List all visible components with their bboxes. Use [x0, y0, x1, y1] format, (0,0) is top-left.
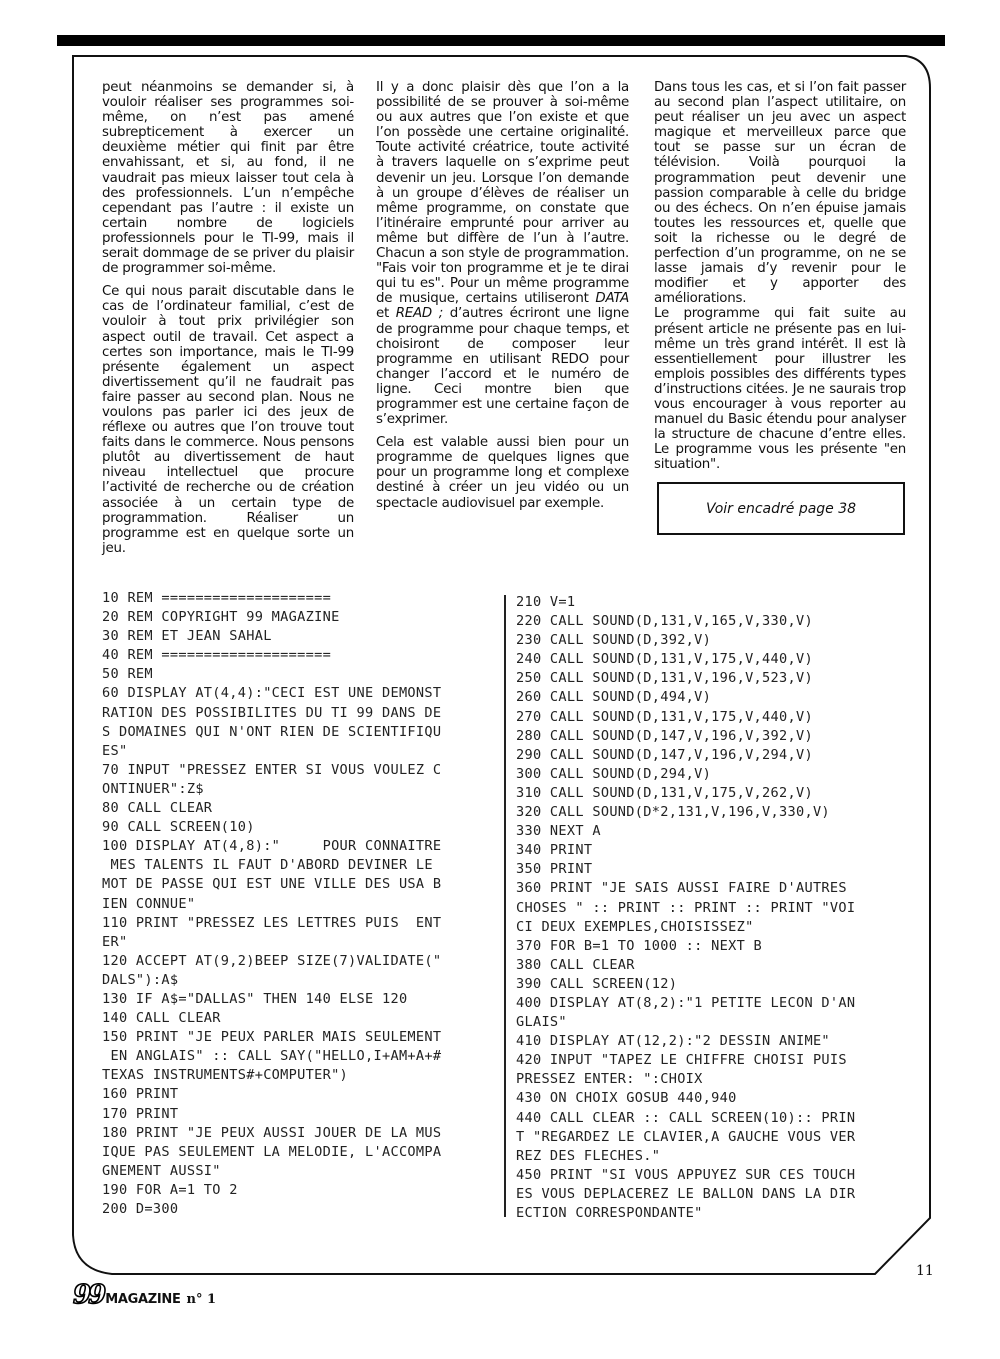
code-line: 410 DISPLAY AT(12,2):"2 DESSIN ANIME"	[516, 1033, 830, 1050]
article-paragraph: Le programme qui fait suite au présent article ne présente pas en lui-même un très grand intérêt. Il est là essentiellement pour illustrer les emplois possibles des différents types d’instructions citées. Je ne saurais trop vous encourager à vous reporter au manuel du Basic étendu pour analyser la structure de chacune d’entre elles. Le programme vous les présente "en situation".	[654, 306, 906, 473]
issue-number: n° 1	[186, 1292, 217, 1307]
code-line: S DOMAINES QUI N'ONT RIEN DE SCIENTIFIQU	[102, 723, 442, 740]
code-line: 280 CALL SOUND(D,147,V,196,V,392,V)	[516, 727, 813, 744]
reference-box	[657, 482, 905, 535]
code-line: PRESSEZ ENTER: ":CHOIX	[516, 1071, 703, 1088]
code-line: 120 ACCEPT AT(9,2)BEEP SIZE(7)VALIDATE("	[102, 952, 442, 969]
code-line: EN ANGLAIS" :: CALL SAY("HELLO,I+AM+A+#	[102, 1048, 442, 1065]
code-line: 190 FOR A=1 TO 2	[102, 1181, 238, 1198]
code-line: DALS"):A$	[102, 971, 179, 988]
code-line: 40 REM ====================	[102, 647, 332, 664]
code-line: TEXAS INSTRUMENTS#+COMPUTER")	[102, 1067, 349, 1084]
code-line: 430 ON CHOIX GOSUB 440,940	[516, 1090, 737, 1107]
logo-number: 99	[73, 1280, 104, 1310]
code-line: CHOSES " :: PRINT :: PRINT :: PRINT "VOI	[516, 899, 856, 916]
code-line: 250 CALL SOUND(D,131,V,196,V,523,V)	[516, 670, 813, 687]
code-line: 390 CALL SCREEN(12)	[516, 975, 678, 992]
code-line: 80 CALL CLEAR	[102, 800, 213, 817]
code-line: RATION DES POSSIBILITES DU TI 99 DANS DE	[102, 704, 442, 721]
article-column-3	[654, 80, 906, 480]
code-line: CI DEUX EXEMPLES,CHOISISSEZ"	[516, 918, 754, 935]
code-line: 20 REM COPYRIGHT 99 MAGAZINE	[102, 609, 340, 626]
code-line: 350 PRINT	[516, 861, 593, 878]
logo-text: MAGAZINE	[105, 1292, 181, 1307]
code-line: 100 DISPLAY AT(4,8):" POUR CONNAITRE	[102, 838, 442, 855]
code-listing-left	[102, 589, 441, 1219]
code-line: 340 PRINT	[516, 842, 593, 859]
article-column-2	[376, 80, 629, 519]
code-line: 130 IF A$="DALLAS" THEN 140 ELSE 120	[102, 990, 408, 1007]
code-line: REZ DES FLECHES."	[516, 1147, 661, 1164]
code-line: 30 REM ET JEAN SAHAL	[102, 628, 272, 645]
code-line: 290 CALL SOUND(D,147,V,196,V,294,V)	[516, 746, 813, 763]
code-listing-right	[516, 593, 855, 1223]
code-line: 60 DISPLAY AT(4,4):"CECI EST UNE DEMONST	[102, 685, 442, 702]
code-line: 400 DISPLAY AT(8,2):"1 PETITE LECON D'AN	[516, 994, 856, 1011]
code-line: 180 PRINT "JE PEUX AUSSI JOUER DE LA MUS	[102, 1124, 442, 1141]
code-line: IQUE PAS SEULEMENT LA MELODIE, L'ACCOMPA	[102, 1143, 442, 1160]
text-run: et	[376, 306, 396, 322]
code-line: MOT DE PASSE QUI EST UNE VILLE DES USA B	[102, 876, 442, 893]
listing-divider	[504, 595, 506, 1217]
code-line: IEN CONNUE"	[102, 895, 196, 912]
code-line: ECTION CORRESPONDANTE"	[516, 1205, 703, 1221]
code-line: 260 CALL SOUND(D,494,V)	[516, 689, 712, 706]
code-line: 90 CALL SCREEN(10)	[102, 819, 255, 836]
code-line: 170 PRINT	[102, 1105, 179, 1122]
text-run: d’autres écriront une ligne de programme pour chaque temps, et choisiront de composer leur programme en utilisant REDO pour changer l’accord et le numéro de ligne. Ceci montre bien que programmer est une certaine façon de s’exprimer.	[376, 306, 630, 428]
code-line: 370 FOR B=1 TO 1000 :: NEXT B	[516, 937, 763, 954]
article-paragraph: Ce qui nous parait discutable dans le cas de l’ordinateur familial, c’est de vouloir à tout prix privilégier son aspect outil de travail. Cet aspect a certes son importance, mais le TI-99 présente également un aspect divertissement qu’il ne faudrait pas faire passer au second plan. Nous ne voulons pas parler ici des jeux de réflexe ou autres que l’on trouve tout faits dans le commerce. Nous pensons plutôt au divertissement de haut niveau intellectuel que procure l’activité de recherche ou de création associée à un certain type de programmation. Réaliser un programme est en quelque sorte un jeu.	[102, 284, 354, 556]
code-line: 220 CALL SOUND(D,131,V,165,V,330,V)	[516, 613, 813, 630]
code-line: 300 CALL SOUND(D,294,V)	[516, 765, 712, 782]
code-line: 450 PRINT "SI VOUS APPUYEZ SUR CES TOUCH	[516, 1166, 856, 1183]
code-line: 440 CALL CLEAR :: CALL SCREEN(10):: PRIN	[516, 1109, 856, 1126]
text-run: Il y a donc plaisir dès que l’on a la possibilité de se prouver à soi-même ou aux autres que l’on existe et que l’on possède une certaine originalité. Toute activité créatrice, toute activité à travers laquelle on s’exprime peut devenir un jeu. Lorsque l’on demande à un groupe d’élèves de réaliser un même programme, on constate que l’itinéraire emprunté pour arriver au même but diffère de l’un à l’autre. Chacun a son style de programmation. "Fais voir ton programme et je te dirai qui tu es". Pour un même programme de musique, certains utiliseront	[376, 80, 629, 307]
code-line: 420 INPUT "TAPEZ LE CHIFFRE CHOISI PUIS	[516, 1052, 847, 1069]
reference-text: Voir encadré page 38	[705, 500, 857, 517]
code-line: 380 CALL CLEAR	[516, 956, 635, 973]
code-line: MES TALENTS IL FAUT D'ABORD DEVINER LE	[102, 857, 433, 874]
magazine-logo	[73, 1280, 216, 1310]
code-line: ONTINUER":Z$	[102, 780, 204, 797]
code-line: 360 PRINT "JE SAIS AUSSI FAIRE D'AUTRES	[516, 880, 847, 897]
article-paragraph: Dans tous les cas, et si l’on fait passer au second plan l’aspect utilitaire, on peut réaliser un jeu avec un aspect magique et merveilleux parce que tout se passe sur un écran de télévision. Voilà pourquoi la programmation peut devenir une passion comparable à celle du bridge ou des échecs. On n’en épuise jamais toutes les ressources et, quelle que soit la richesse ou le degré de perfection d’un programme, on ne se lasse jamais d’y revenir pour le modifier et y apporter des améliorations.	[654, 80, 906, 307]
code-line: ER"	[102, 933, 128, 950]
code-line: 50 REM	[102, 666, 153, 683]
code-line: 200 D=300	[102, 1201, 179, 1217]
article-paragraph	[376, 80, 629, 427]
article-column-1	[102, 80, 354, 564]
code-line: T "REGARDEZ LE CLAVIER,A GAUCHE VOUS VER	[516, 1128, 856, 1145]
code-line: 10 REM ====================	[102, 590, 332, 606]
code-line: 140 CALL CLEAR	[102, 1010, 221, 1027]
keyword-read: READ ;	[395, 306, 444, 322]
code-line: 240 CALL SOUND(D,131,V,175,V,440,V)	[516, 651, 813, 668]
code-line: 330 NEXT A	[516, 823, 601, 840]
code-line: ES VOUS DEPLACEREZ LE BALLON DANS LA DIR	[516, 1185, 856, 1202]
code-line: 310 CALL SOUND(D,131,V,175,V,262,V)	[516, 784, 813, 801]
code-line: 210 V=1	[516, 594, 576, 610]
code-line: 230 CALL SOUND(D,392,V)	[516, 632, 712, 649]
page-number: 11	[916, 1263, 934, 1279]
code-line: GNEMENT AUSSI"	[102, 1162, 221, 1179]
article-paragraph: peut néanmoins se demander si, à vouloir réaliser ses programmes soi-même, on n’est pas amené subrepticement à exercer un deuxième métier qui finit par être envahissant, et si, au fond, il ne vaudrait pas mieux laisser tout cela à des professionnels. L’un n’empêche cependant pas l’autre : il existe un certain nombre de logiciels professionnels pour le TI-99, mais il serait dommage de se priver du plaisir de programmer soi-même.	[102, 80, 354, 277]
code-line: 70 INPUT "PRESSEZ ENTER SI VOUS VOULEZ C	[102, 761, 442, 778]
code-line: 150 PRINT "JE PEUX PARLER MAIS SEULEMENT	[102, 1029, 442, 1046]
code-line: 320 CALL SOUND(D*2,131,V,196,V,330,V)	[516, 804, 830, 821]
code-line: 160 PRINT	[102, 1086, 179, 1103]
code-line: ES"	[102, 742, 128, 759]
article-paragraph: Cela est valable aussi bien pour un programme de quelques lignes que pour un programme long et complexe destiné à créer un jeu vidéo ou un spectacle audiovisuel par exemple.	[376, 435, 629, 511]
code-line: 270 CALL SOUND(D,131,V,175,V,440,V)	[516, 708, 813, 725]
code-line: 110 PRINT "PRESSEZ LES LETTRES PUIS ENT	[102, 914, 442, 931]
keyword-data: DATA	[595, 291, 629, 307]
code-line: GLAIS"	[516, 1014, 567, 1031]
